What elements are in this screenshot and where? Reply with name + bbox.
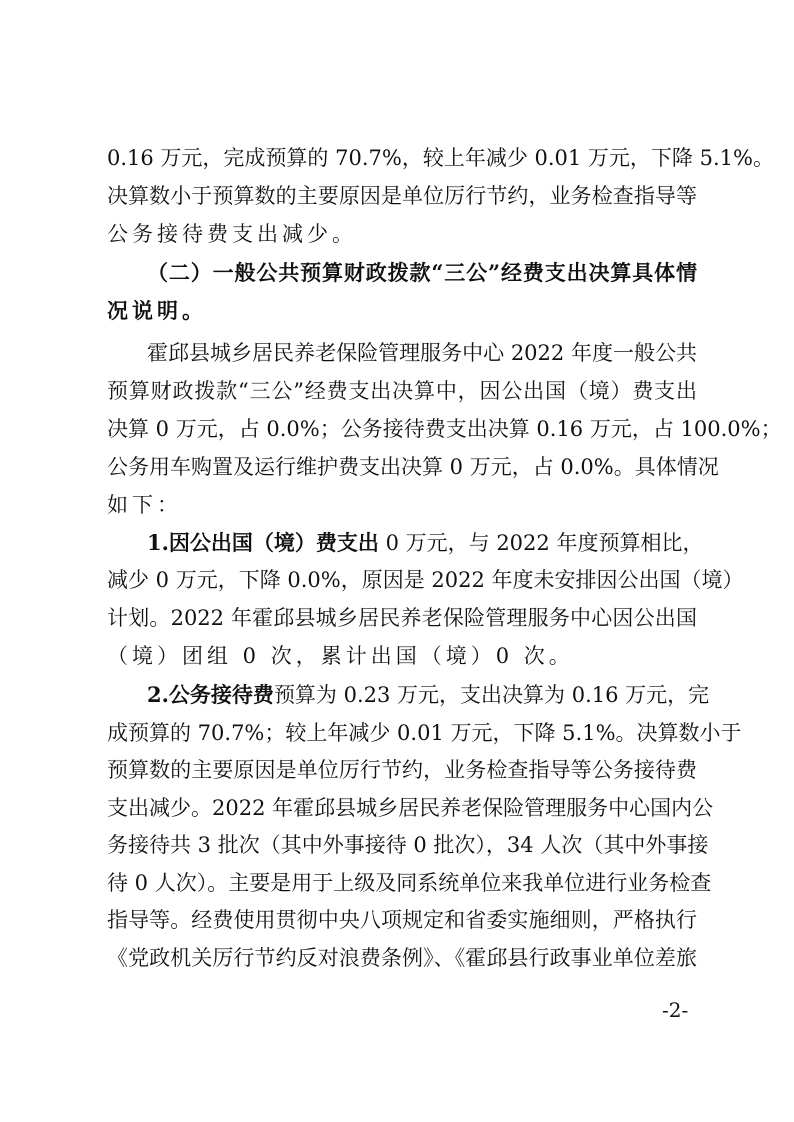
- text-line: 预算数的主要原因是单位厉行节约，业务检查指导等公务接待费: [107, 758, 697, 782]
- text-line: 支出减少。2022 年霍邱县城乡居民养老保险管理服务中心国内公: [107, 796, 714, 820]
- text-line: 如下：: [107, 493, 182, 517]
- text-line: 公务接待费支出减少。: [107, 222, 357, 246]
- text-line: 公务用车购置及运行维护费支出决算 0 万元，占 0.0%。具体情况: [107, 455, 719, 479]
- text-line: 减少 0 万元，下降 0.0%，原因是 2022 年度未安排因公出国（境）: [107, 568, 744, 592]
- page-number: -2-: [662, 998, 689, 1022]
- text-line: （境）团组 0 次，累计出国（境）0 次。: [107, 644, 574, 668]
- text-line: [147, 680, 710, 710]
- text-line: 计划。2022 年霍邱县城乡居民养老保险管理服务中心因公出国: [107, 606, 697, 630]
- item-heading: 2.公务接待费: [147, 682, 274, 707]
- text-line: 指导等。经费使用贯彻中央八项规定和省委实施细则，严格执行: [107, 908, 697, 932]
- text-line: 决算 0 万元，占 0.0%；公务接待费支出决算 0.16 万元，占 100.0%；: [107, 417, 782, 441]
- text-line: 《党政机关厉行节约反对浪费条例》、《霍邱县行政事业单位差旅: [107, 946, 697, 970]
- section-heading: （二）一般公共预算财政拨款“三公”经费支出决算具体情: [147, 260, 697, 285]
- text-line: 成预算的 70.7%；较上年减少 0.01 万元，下降 5.1%。决算数小于: [107, 721, 742, 745]
- section-heading: 况说明。: [107, 298, 207, 323]
- item-text: 0 万元，与 2022 年度预算相比，: [378, 531, 704, 555]
- text-line: 待 0 人次）。主要是用于上级及同系统单位来我单位进行业务检查: [107, 871, 712, 895]
- item-text: 预算为 0.23 万元，支出决算为 0.16 万元，完: [273, 683, 710, 707]
- text-line: 0.16 万元，完成预算的 70.7%，较上年减少 0.01 万元，下降 5.1%。: [107, 146, 774, 170]
- text-line: 霍邱县城乡居民养老保险管理服务中心 2022 年度一般公共: [147, 341, 697, 365]
- text-line: [147, 528, 704, 558]
- text-line: 决算数小于预算数的主要原因是单位厉行节约，业务检查指导等: [107, 184, 697, 208]
- text-line: 务接待共 3 批次（其中外事接待 0 批次），34 人次（其中外事接: [107, 833, 709, 857]
- item-heading: 1.因公出国（境）费支出: [147, 530, 379, 555]
- text-line: 预算财政拨款“三公”经费支出决算中，因公出国（境）费支出: [107, 379, 697, 403]
